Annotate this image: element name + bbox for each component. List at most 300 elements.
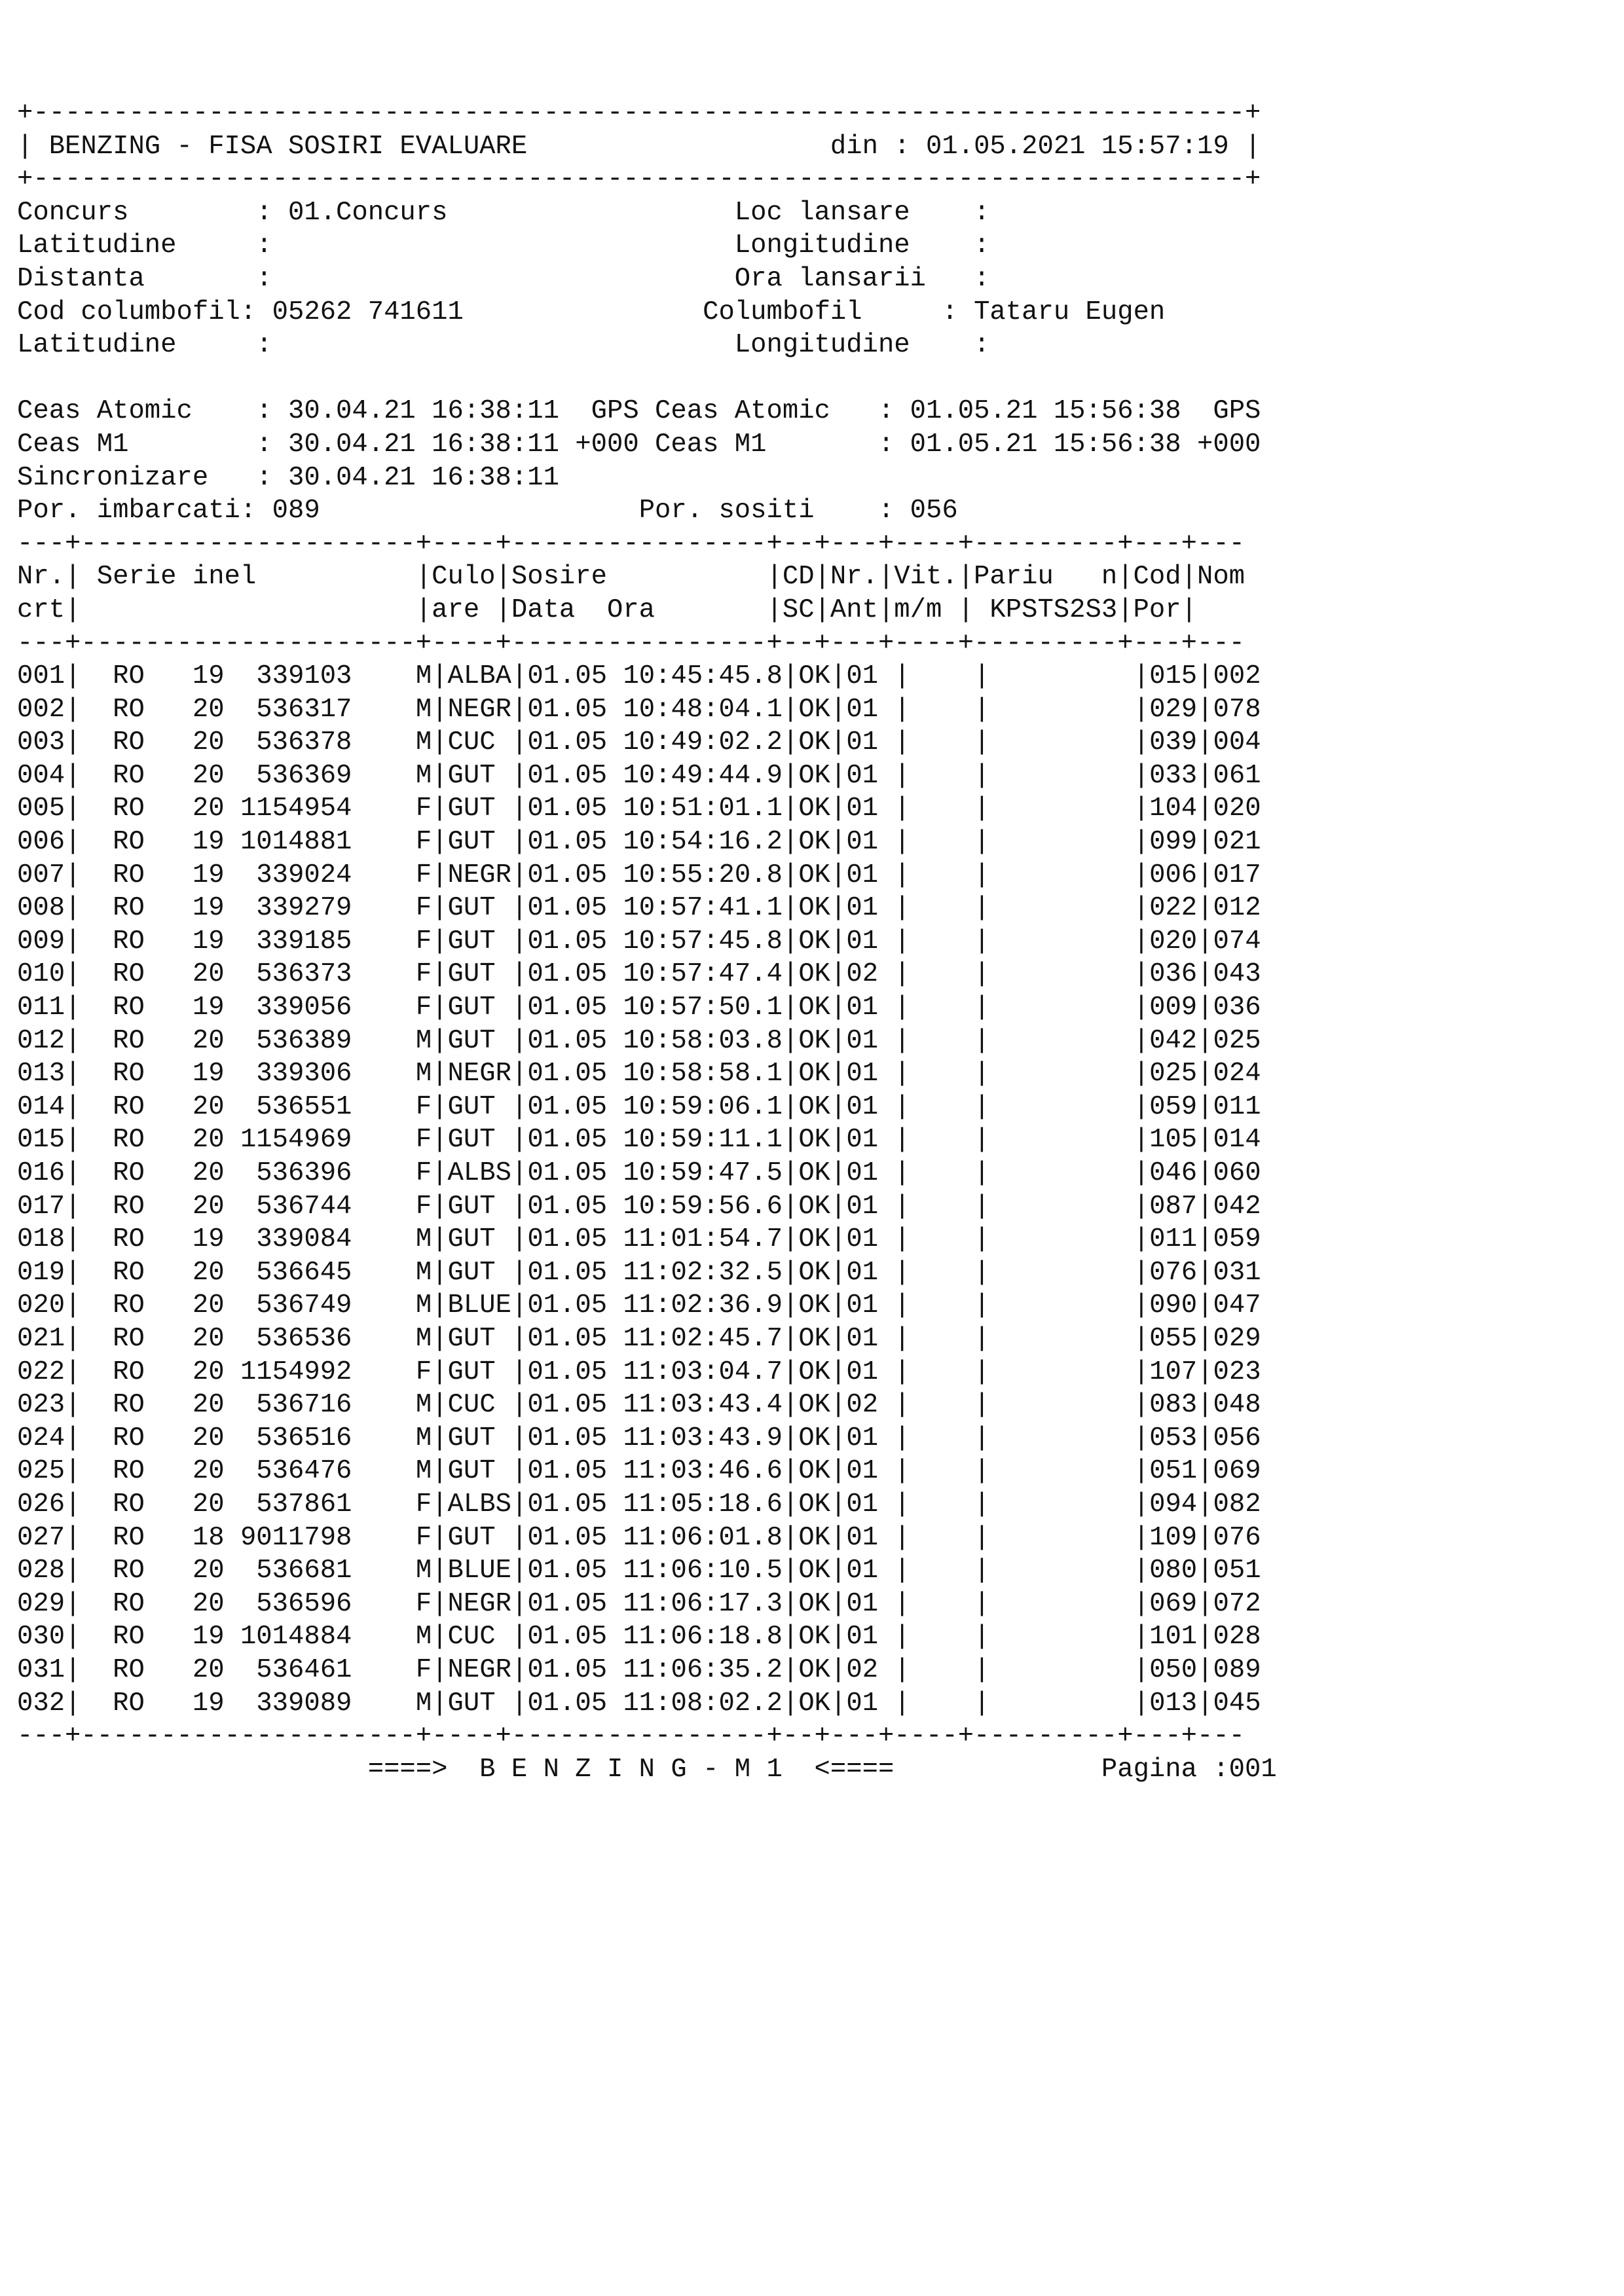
row-nr: 011 bbox=[17, 993, 65, 1023]
table-row: 016| RO 20 536396 F|ALBS|01.05 10:59:47.5|OK|01 | | |046|060 bbox=[17, 1158, 1261, 1188]
row-nr: 025 bbox=[17, 1456, 65, 1487]
row-ring: 536516 bbox=[240, 1423, 352, 1453]
row-sex: M bbox=[415, 1456, 432, 1487]
row-year: 20 bbox=[192, 1456, 225, 1487]
table-row: 029| RO 20 536596 F|NEGR|01.05 11:06:17.3|OK|01 | | |069|072 bbox=[17, 1588, 1261, 1619]
ceas-atomic-end: 01.05.21 15:56:38 bbox=[910, 396, 1197, 427]
row-time: 11:06:01.8 bbox=[623, 1522, 783, 1553]
row-sex: F bbox=[415, 1091, 432, 1122]
columbofil-value: Tataru Eugen bbox=[974, 297, 1166, 327]
row-color: ALBS bbox=[447, 1489, 511, 1520]
row-cdsc: OK bbox=[798, 1489, 831, 1520]
row-ring: 536461 bbox=[240, 1654, 352, 1685]
row-sex: M bbox=[415, 1423, 432, 1453]
row-cod-por: 039 bbox=[1149, 727, 1198, 758]
row-ring: 536378 bbox=[240, 727, 352, 758]
table-row: 002| RO 20 536317 M|NEGR|01.05 10:48:04.1|OK|01 | | |029|078 bbox=[17, 694, 1261, 725]
row-date: 01.05 bbox=[527, 1423, 608, 1453]
row-time: 11:03:43.9 bbox=[623, 1423, 783, 1453]
row-ring: 536476 bbox=[240, 1456, 352, 1487]
row-speed bbox=[910, 1589, 974, 1619]
table-row: 027| RO 18 9011798 F|GUT |01.05 11:06:01.8|OK|01 | | |109|076 bbox=[17, 1522, 1261, 1553]
row-cdsc: OK bbox=[798, 1357, 831, 1387]
row-ant: 01 bbox=[846, 1025, 895, 1056]
ceas-m1-end-offset: +000 bbox=[1197, 429, 1261, 460]
row-nom: 021 bbox=[1213, 827, 1261, 858]
row-year: 20 bbox=[192, 1158, 225, 1188]
row-nom: 047 bbox=[1213, 1290, 1261, 1321]
row-cdsc: OK bbox=[798, 661, 831, 692]
row-speed bbox=[910, 1092, 974, 1122]
row-nr: 026 bbox=[17, 1489, 65, 1520]
row-country: RO bbox=[113, 661, 145, 692]
row-country: RO bbox=[113, 694, 145, 725]
row-ant: 01 bbox=[846, 727, 895, 758]
row-nr: 004 bbox=[17, 760, 65, 791]
row-cod-por: 080 bbox=[1149, 1556, 1198, 1586]
table-header-1: Nr.| Serie inel |Culo|Sosire |CD|Nr.|Vit.|Pariu n|Cod|Nom bbox=[17, 562, 1246, 592]
row-time: 11:06:10.5 bbox=[623, 1556, 783, 1586]
row-bet bbox=[990, 926, 1134, 957]
row-speed bbox=[910, 1655, 974, 1685]
row-cod-por: 036 bbox=[1149, 959, 1198, 990]
table-row: 005| RO 20 1154954 F|GUT |01.05 10:51:01.1|OK|01 | | |104|020 bbox=[17, 793, 1261, 824]
row-nom: 056 bbox=[1213, 1423, 1261, 1453]
row-color: GUT bbox=[447, 827, 511, 858]
row-country: RO bbox=[113, 1688, 145, 1719]
row-cdsc: OK bbox=[798, 1423, 831, 1453]
row-date: 01.05 bbox=[527, 1125, 608, 1156]
row-year: 20 bbox=[192, 793, 225, 824]
sincronizare-value: 30.04.21 16:38:11 bbox=[287, 462, 559, 493]
row-date: 01.05 bbox=[527, 1688, 608, 1719]
row-country: RO bbox=[113, 1091, 145, 1122]
row-country: RO bbox=[113, 959, 145, 990]
row-date: 01.05 bbox=[527, 1622, 608, 1652]
row-sex: M bbox=[415, 661, 432, 692]
row-speed bbox=[910, 1059, 974, 1089]
row-year: 20 bbox=[192, 1290, 225, 1321]
row-bet bbox=[990, 1258, 1134, 1288]
row-ant: 01 bbox=[846, 893, 895, 924]
row-nom: 020 bbox=[1213, 793, 1261, 824]
row-sex: F bbox=[415, 1489, 432, 1520]
row-sex: M bbox=[415, 1556, 432, 1586]
row-nr: 014 bbox=[17, 1091, 65, 1122]
row-sex: M bbox=[415, 1390, 432, 1421]
row-color: GUT bbox=[447, 1257, 511, 1288]
row-bet bbox=[990, 1324, 1134, 1354]
row-cdsc: OK bbox=[798, 959, 831, 990]
row-date: 01.05 bbox=[527, 860, 608, 890]
row-nr: 020 bbox=[17, 1290, 65, 1321]
row-ant: 01 bbox=[846, 993, 895, 1023]
row-date: 01.05 bbox=[527, 1390, 608, 1421]
row-sex: F bbox=[415, 1125, 432, 1156]
row-year: 19 bbox=[192, 926, 225, 957]
table-row: 030| RO 19 1014884 M|CUC |01.05 11:06:18.8|OK|01 | | |101|028 bbox=[17, 1622, 1261, 1652]
row-year: 20 bbox=[192, 1588, 225, 1619]
row-country: RO bbox=[113, 760, 145, 791]
row-ring: 1154954 bbox=[240, 793, 352, 824]
row-cod-por: 094 bbox=[1149, 1489, 1198, 1520]
row-speed bbox=[910, 661, 974, 691]
row-ant: 01 bbox=[846, 760, 895, 791]
row-cdsc: OK bbox=[798, 760, 831, 791]
row-country: RO bbox=[113, 893, 145, 924]
row-cod-por: 090 bbox=[1149, 1290, 1198, 1321]
row-color: ALBA bbox=[447, 661, 511, 692]
row-cdsc: OK bbox=[798, 893, 831, 924]
row-ring: 339279 bbox=[240, 893, 352, 924]
row-date: 01.05 bbox=[527, 1588, 608, 1619]
row-time: 10:58:58.1 bbox=[623, 1059, 783, 1089]
row-date: 01.05 bbox=[527, 827, 608, 858]
por-sositi-value: 056 bbox=[910, 496, 958, 526]
row-ring: 536744 bbox=[240, 1191, 352, 1222]
row-ring: 339024 bbox=[240, 860, 352, 890]
table-row: 008| RO 19 339279 F|GUT |01.05 10:57:41.1|OK|01 | | |022|012 bbox=[17, 893, 1261, 924]
row-country: RO bbox=[113, 1357, 145, 1387]
latitudine-value bbox=[288, 230, 735, 261]
row-bet bbox=[990, 959, 1134, 989]
row-nom: 017 bbox=[1213, 860, 1261, 890]
row-cdsc: OK bbox=[798, 1588, 831, 1619]
row-sex: M bbox=[415, 1622, 432, 1652]
row-cdsc: OK bbox=[798, 1654, 831, 1685]
row-bet bbox=[990, 1489, 1134, 1520]
row-nr: 005 bbox=[17, 793, 65, 824]
row-year: 19 bbox=[192, 860, 225, 890]
row-color: ALBS bbox=[447, 1158, 511, 1188]
cod-columbofil-value: 05262 741611 bbox=[272, 297, 703, 327]
row-year: 20 bbox=[192, 1357, 225, 1387]
row-cdsc: OK bbox=[798, 1688, 831, 1719]
row-bet bbox=[990, 1158, 1134, 1188]
row-bet bbox=[990, 1059, 1134, 1089]
ceas-m1-end: 01.05.21 15:56:38 bbox=[910, 429, 1197, 460]
row-time: 10:45:45.8 bbox=[623, 661, 783, 692]
row-color: GUT bbox=[447, 1688, 511, 1719]
row-nr: 022 bbox=[17, 1357, 65, 1387]
row-nom: 048 bbox=[1213, 1390, 1261, 1421]
row-nr: 002 bbox=[17, 694, 65, 725]
row-time: 10:51:01.1 bbox=[623, 793, 783, 824]
row-date: 01.05 bbox=[527, 1357, 608, 1387]
row-country: RO bbox=[113, 1588, 145, 1619]
row-sex: F bbox=[415, 993, 432, 1023]
row-sex: M bbox=[415, 694, 432, 725]
row-bet bbox=[990, 993, 1134, 1023]
table-row: 019| RO 20 536645 M|GUT |01.05 11:02:32.5|OK|01 | | |076|031 bbox=[17, 1257, 1261, 1288]
row-country: RO bbox=[113, 1622, 145, 1652]
row-country: RO bbox=[113, 827, 145, 858]
row-nr: 007 bbox=[17, 860, 65, 890]
row-bet bbox=[990, 1456, 1134, 1486]
row-cod-por: 011 bbox=[1149, 1224, 1198, 1255]
row-ring: 339185 bbox=[240, 926, 352, 957]
row-color: GUT bbox=[447, 1025, 511, 1056]
row-cdsc: OK bbox=[798, 827, 831, 858]
row-speed bbox=[910, 1158, 974, 1188]
row-cdsc: OK bbox=[798, 1290, 831, 1321]
row-year: 19 bbox=[192, 1224, 225, 1255]
row-color: NEGR bbox=[447, 694, 511, 725]
row-nom: 004 bbox=[1213, 727, 1261, 758]
row-sex: M bbox=[415, 1290, 432, 1321]
row-country: RO bbox=[113, 793, 145, 824]
table-row: 013| RO 19 339306 M|NEGR|01.05 10:58:58.1|OK|01 | | |025|024 bbox=[17, 1059, 1261, 1089]
row-nr: 023 bbox=[17, 1390, 65, 1421]
row-speed bbox=[910, 1324, 974, 1354]
row-bet bbox=[990, 860, 1134, 890]
report-printed-date: din : 01.05.2021 15:57:19 bbox=[830, 131, 1229, 162]
table-row: 007| RO 19 339024 F|NEGR|01.05 10:55:20.8|OK|01 | | |006|017 bbox=[17, 860, 1261, 890]
row-time: 11:08:02.2 bbox=[623, 1688, 783, 1719]
clock-line-1: Ceas Atomic : 30.04.21 16:38:11 GPS Ceas Atomic : 01.05.21 15:56:38 GPS bbox=[17, 396, 1261, 427]
row-time: 10:59:11.1 bbox=[623, 1125, 783, 1156]
row-ant: 01 bbox=[846, 827, 895, 858]
footer-banner: ====> B E N Z I N G - M 1 <==== bbox=[367, 1754, 1006, 1785]
row-ring: 9011798 bbox=[240, 1522, 352, 1553]
row-color: BLUE bbox=[447, 1290, 511, 1321]
row-cod-por: 105 bbox=[1149, 1125, 1198, 1156]
row-time: 10:59:06.1 bbox=[623, 1091, 783, 1122]
frame-divider: +----------------------------------------------------------------------------+ bbox=[17, 164, 1261, 195]
row-cdsc: OK bbox=[798, 1456, 831, 1487]
row-nr: 032 bbox=[17, 1688, 65, 1719]
table-header-2: crt| |are |Data Ora |SC|Ant|m/m | KPSTS2S3|Por| bbox=[17, 594, 1246, 625]
ceas-atomic-start: 30.04.21 16:38:11 bbox=[287, 396, 576, 427]
row-country: RO bbox=[113, 1125, 145, 1156]
row-ring: 339306 bbox=[240, 1059, 352, 1089]
row-year: 20 bbox=[192, 1556, 225, 1586]
row-color: CUC bbox=[447, 727, 511, 758]
row-sex: F bbox=[415, 1588, 432, 1619]
row-ring: 339056 bbox=[240, 993, 352, 1023]
row-sex: M bbox=[415, 1025, 432, 1056]
row-color: NEGR bbox=[447, 1588, 511, 1619]
row-bet bbox=[990, 827, 1134, 857]
row-cod-por: 013 bbox=[1149, 1688, 1198, 1719]
row-ant: 01 bbox=[846, 1588, 895, 1619]
row-color: GUT bbox=[447, 1423, 511, 1453]
table-row: 025| RO 20 536476 M|GUT |01.05 11:03:46.6|OK|01 | | |051|069 bbox=[17, 1456, 1261, 1487]
clock-line-3: Sincronizare : 30.04.21 16:38:11 bbox=[17, 462, 559, 493]
row-color: NEGR bbox=[447, 1059, 511, 1089]
frame-top: +----------------------------------------------------------------------------+ bbox=[17, 98, 1261, 128]
row-nr: 013 bbox=[17, 1059, 65, 1089]
row-year: 19 bbox=[192, 1688, 225, 1719]
row-ring: 536551 bbox=[240, 1091, 352, 1122]
row-country: RO bbox=[113, 1059, 145, 1089]
row-speed bbox=[910, 1423, 974, 1453]
row-ant: 01 bbox=[846, 1059, 895, 1089]
row-nom: 023 bbox=[1213, 1357, 1261, 1387]
row-date: 01.05 bbox=[527, 793, 608, 824]
table-bottom-border: ---+---------------------+----+----------------+--+---+----+---------+---+--- bbox=[17, 1721, 1246, 1752]
row-country: RO bbox=[113, 1456, 145, 1487]
row-ring: 1014881 bbox=[240, 827, 352, 858]
row-color: NEGR bbox=[447, 860, 511, 890]
row-nr: 028 bbox=[17, 1556, 65, 1586]
row-country: RO bbox=[113, 727, 145, 758]
row-ant: 01 bbox=[846, 1125, 895, 1156]
row-color: GUT bbox=[447, 760, 511, 791]
row-ant: 01 bbox=[846, 1158, 895, 1188]
row-date: 01.05 bbox=[527, 694, 608, 725]
row-date: 01.05 bbox=[527, 1091, 608, 1122]
row-bet bbox=[990, 661, 1134, 691]
row-cdsc: OK bbox=[798, 993, 831, 1023]
row-bet bbox=[990, 1390, 1134, 1420]
row-sex: F bbox=[415, 1357, 432, 1387]
row-date: 01.05 bbox=[527, 661, 608, 692]
row-speed bbox=[910, 1357, 974, 1387]
row-color: GUT bbox=[447, 1091, 511, 1122]
row-ant: 02 bbox=[846, 1654, 895, 1685]
row-bet bbox=[990, 1589, 1134, 1619]
row-ring: 536716 bbox=[240, 1390, 352, 1421]
row-year: 20 bbox=[192, 1091, 225, 1122]
row-year: 20 bbox=[192, 1423, 225, 1453]
table-row: 003| RO 20 536378 M|CUC |01.05 10:49:02.2|OK|01 | | |039|004 bbox=[17, 727, 1261, 758]
row-sex: F bbox=[415, 827, 432, 858]
row-color: GUT bbox=[447, 993, 511, 1023]
row-bet bbox=[990, 1357, 1134, 1387]
table-row: 009| RO 19 339185 F|GUT |01.05 10:57:45.8|OK|01 | | |020|074 bbox=[17, 926, 1261, 957]
row-date: 01.05 bbox=[527, 926, 608, 957]
row-date: 01.05 bbox=[527, 1224, 608, 1255]
row-country: RO bbox=[113, 1522, 145, 1553]
row-ant: 01 bbox=[846, 1423, 895, 1453]
row-nom: 011 bbox=[1213, 1091, 1261, 1122]
por-imbarcati-value: 089 bbox=[272, 496, 639, 526]
row-ant: 01 bbox=[846, 926, 895, 957]
row-ant: 01 bbox=[846, 1688, 895, 1719]
table-row: 024| RO 20 536516 M|GUT |01.05 11:03:43.9|OK|01 | | |053|056 bbox=[17, 1423, 1261, 1453]
row-time: 10:48:04.1 bbox=[623, 694, 783, 725]
row-ant: 01 bbox=[846, 1257, 895, 1288]
row-bet bbox=[990, 1290, 1134, 1321]
row-nom: 028 bbox=[1213, 1622, 1261, 1652]
row-cod-por: 109 bbox=[1149, 1522, 1198, 1553]
row-nr: 027 bbox=[17, 1522, 65, 1553]
table-row: 021| RO 20 536536 M|GUT |01.05 11:02:45.7|OK|01 | | |055|029 bbox=[17, 1323, 1261, 1354]
row-cdsc: OK bbox=[798, 1025, 831, 1056]
row-country: RO bbox=[113, 1290, 145, 1321]
row-bet bbox=[990, 1092, 1134, 1122]
row-color: GUT bbox=[447, 1357, 511, 1387]
row-color: GUT bbox=[447, 926, 511, 957]
table-row: 020| RO 20 536749 M|BLUE|01.05 11:02:36.9|OK|01 | | |090|047 bbox=[17, 1290, 1261, 1321]
row-date: 01.05 bbox=[527, 1489, 608, 1520]
report-title: BENZING - FISA SOSIRI EVALUARE bbox=[48, 131, 528, 162]
row-nr: 003 bbox=[17, 727, 65, 758]
row-year: 19 bbox=[192, 1622, 225, 1652]
row-ant: 01 bbox=[846, 793, 895, 824]
row-nom: 051 bbox=[1213, 1556, 1261, 1586]
row-time: 11:06:35.2 bbox=[623, 1654, 783, 1685]
row-country: RO bbox=[113, 1191, 145, 1222]
row-nom: 012 bbox=[1213, 893, 1261, 924]
row-country: RO bbox=[113, 993, 145, 1023]
row-ring: 536317 bbox=[240, 694, 352, 725]
row-time: 10:57:41.1 bbox=[623, 893, 783, 924]
table-row: 028| RO 20 536681 M|BLUE|01.05 11:06:10.5|OK|01 | | |080|051 bbox=[17, 1556, 1261, 1586]
row-nr: 021 bbox=[17, 1323, 65, 1354]
row-nr: 008 bbox=[17, 893, 65, 924]
row-cdsc: OK bbox=[798, 1125, 831, 1156]
row-bet bbox=[990, 1125, 1134, 1155]
row-speed bbox=[910, 1523, 974, 1553]
row-year: 20 bbox=[192, 959, 225, 990]
row-year: 20 bbox=[192, 1257, 225, 1288]
row-cod-por: 069 bbox=[1149, 1588, 1198, 1619]
row-speed bbox=[910, 993, 974, 1023]
info-line-5: Latitudine : Longitudine : bbox=[17, 330, 1006, 361]
row-date: 01.05 bbox=[527, 959, 608, 990]
row-cod-por: 050 bbox=[1149, 1654, 1198, 1685]
row-date: 01.05 bbox=[527, 1025, 608, 1056]
row-year: 19 bbox=[192, 661, 225, 692]
row-date: 01.05 bbox=[527, 1059, 608, 1089]
row-year: 20 bbox=[192, 1125, 225, 1156]
row-cod-por: 020 bbox=[1149, 926, 1198, 957]
row-cdsc: OK bbox=[798, 1522, 831, 1553]
row-cdsc: OK bbox=[798, 1191, 831, 1222]
row-color: GUT bbox=[447, 793, 511, 824]
row-nom: 076 bbox=[1213, 1522, 1261, 1553]
row-ring: 536373 bbox=[240, 959, 352, 990]
blank-line bbox=[17, 362, 1589, 395]
row-time: 11:03:46.6 bbox=[623, 1456, 783, 1487]
row-ring: 536645 bbox=[240, 1257, 352, 1288]
row-nom: 074 bbox=[1213, 926, 1261, 957]
row-cod-por: 046 bbox=[1149, 1158, 1198, 1188]
row-nr: 019 bbox=[17, 1257, 65, 1288]
table-row: 018| RO 19 339084 M|GUT |01.05 11:01:54.7|OK|01 | | |011|059 bbox=[17, 1224, 1261, 1255]
row-bet bbox=[990, 1655, 1134, 1685]
row-color: BLUE bbox=[447, 1556, 511, 1586]
row-time: 11:03:04.7 bbox=[623, 1357, 783, 1387]
row-cdsc: OK bbox=[798, 1091, 831, 1122]
row-country: RO bbox=[113, 1556, 145, 1586]
row-bet bbox=[990, 1688, 1134, 1719]
row-cod-por: 083 bbox=[1149, 1390, 1198, 1421]
row-speed bbox=[910, 695, 974, 725]
row-year: 20 bbox=[192, 1489, 225, 1520]
row-cod-por: 015 bbox=[1149, 661, 1198, 692]
row-cdsc: OK bbox=[798, 727, 831, 758]
row-ant: 01 bbox=[846, 1522, 895, 1553]
row-year: 18 bbox=[192, 1522, 225, 1553]
row-year: 20 bbox=[192, 1654, 225, 1685]
row-country: RO bbox=[113, 1224, 145, 1255]
row-cdsc: OK bbox=[798, 1323, 831, 1354]
row-color: CUC bbox=[447, 1622, 511, 1652]
row-time: 11:06:18.8 bbox=[623, 1622, 783, 1652]
row-nom: 045 bbox=[1213, 1688, 1261, 1719]
row-color: GUT bbox=[447, 1224, 511, 1255]
row-nr: 024 bbox=[17, 1423, 65, 1453]
row-time: 10:59:56.6 bbox=[623, 1191, 783, 1222]
row-time: 11:02:36.9 bbox=[623, 1290, 783, 1321]
row-time: 11:01:54.7 bbox=[623, 1224, 783, 1255]
row-speed bbox=[910, 893, 974, 923]
row-cdsc: OK bbox=[798, 793, 831, 824]
row-color: GUT bbox=[447, 1522, 511, 1553]
